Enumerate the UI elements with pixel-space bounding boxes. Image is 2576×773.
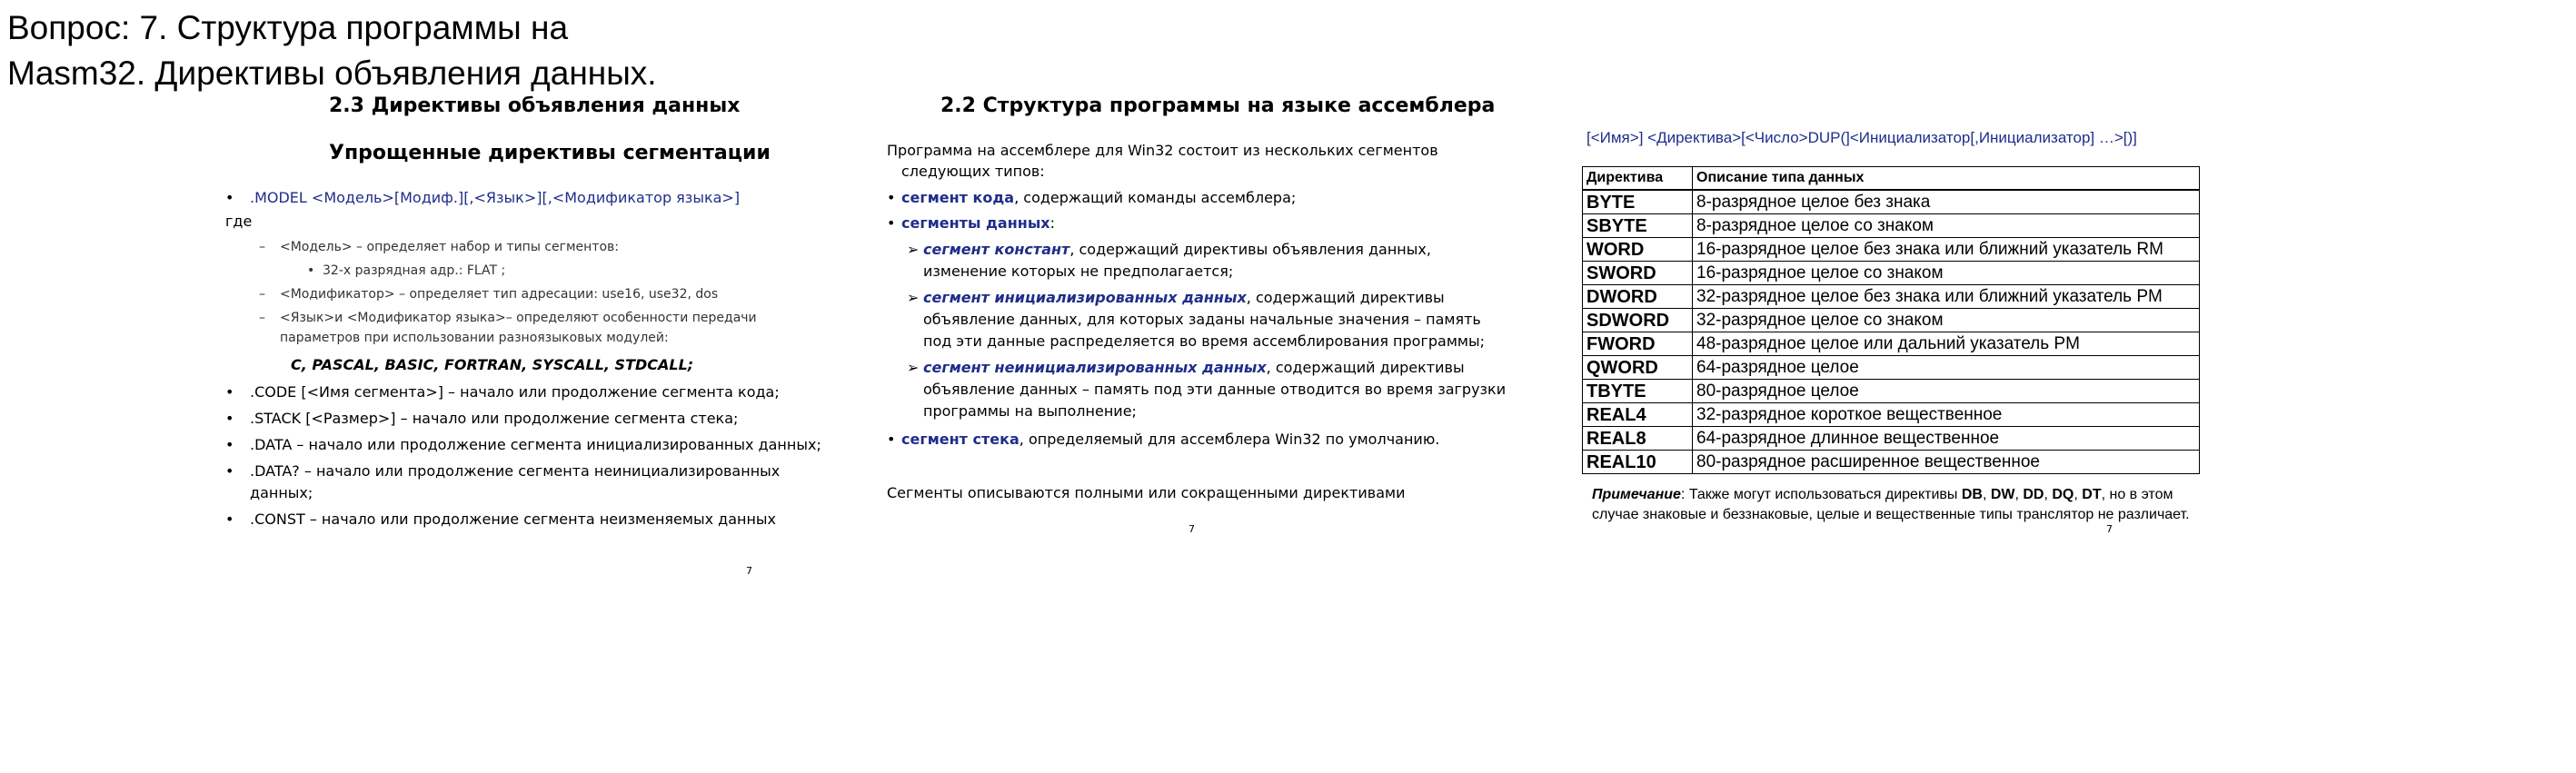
description-cell: 16-разрядное целое со знаком [1693, 262, 2200, 285]
data-segs-line [901, 214, 1055, 232]
lang-list: C, PASCAL, BASIC, FORTRAN, SYSCALL, STDCALL; [291, 356, 694, 373]
init-seg-rest-3: под эти данные распределяется во время ассемблирования программы; [923, 332, 1485, 350]
table-row [1583, 451, 2200, 474]
arrow-marker: ➢ [907, 359, 920, 376]
description-cell: 8-разрядное целое без знака [1693, 190, 2200, 214]
description-cell: 80-разрядное целое [1693, 380, 2200, 403]
code-seg-rest: , содержащий команды ассемблера; [1014, 189, 1297, 206]
column-header: Описание типа данных [1693, 167, 2200, 191]
note-text-1: : Также могут использоваться директивы [1680, 487, 1962, 502]
lang-desc-2: параметров при использовании разноязыковых модулей: [280, 331, 669, 345]
uninit-seg-rest-1: , содержащий директивы [1266, 359, 1465, 376]
data2-line-1: .DATA? – начало или продолжение сегмента неинициализированных [250, 462, 781, 480]
code-line: .CODE [<Имя сегмента>] – начало или продолжение сегмента кода; [250, 383, 780, 401]
table-row [1583, 262, 2200, 285]
modifier-desc: <Модификатор> – определяет тип адресации: use16, use32, dos [280, 287, 719, 302]
table-row [1583, 427, 2200, 451]
note-text-2: , но в этом случае знаковые и беззнаковые, целые и вещественные типы транслятор не различает. [1592, 487, 2190, 522]
const-line: .CONST – начало или продолжение сегмента неизменяемых данных [250, 510, 777, 528]
uninit-seg-line [923, 359, 1465, 376]
init-seg-term: сегмент инициализированных данных [923, 289, 1247, 306]
bullet-dot: • [887, 431, 896, 448]
directive-cell: REAL10 [1583, 451, 1693, 474]
directive-cell: BYTE [1583, 190, 1693, 214]
table-row [1583, 238, 2200, 262]
table-row [1583, 332, 2200, 356]
init-seg-line [923, 289, 1445, 306]
note-sep: , [2074, 487, 2083, 502]
bullet-dot: • [887, 214, 896, 232]
note-paragraph [1592, 485, 2219, 525]
arrow-marker: ➢ [907, 241, 920, 258]
const-seg-rest-1: , содержащий директивы объявления данных, [1069, 241, 1431, 258]
left-heading-1: 2.3 Директивы объявления данных [329, 94, 741, 117]
directive-cell: SWORD [1583, 262, 1693, 285]
note-dd: DD [2023, 487, 2044, 502]
page-title: Вопрос: 7. Структура программы на Masm32. Директивы объявления данных. [7, 9, 657, 92]
description-cell: 48-разрядное целое или дальний указатель PM [1693, 332, 2200, 356]
init-seg-rest-2: объявление данных, для которых заданы начальные значения – память [923, 311, 1481, 328]
model-line: .MODEL <Модель>[Модиф.][,<Язык>][,<Модификатор языка>] [250, 189, 741, 206]
page-number: 7 [2106, 523, 2113, 535]
arrow-marker: ➢ [907, 289, 920, 306]
middle-footer: Сегменты описываются полными или сокращенными директивами [887, 484, 1406, 501]
directive-cell: FWORD [1583, 332, 1693, 356]
sub-bullet: • [307, 263, 315, 278]
lang-desc-1: <Язык>и <Модификатор языка>– определяют особенности передачи [280, 311, 757, 325]
uninit-seg-rest-2: объявление данных – память под эти данные отводится во время загрузки [923, 381, 1507, 398]
data-types-table [1582, 166, 2200, 474]
stack-seg-line [901, 431, 1439, 448]
stack-seg-term: сегмент стека [901, 431, 1019, 448]
code-seg-line [901, 189, 1296, 206]
stack-line: .STACK [<Размер>] – начало или продолжение сегмента стека; [250, 410, 739, 427]
bullet-dot: • [225, 189, 234, 206]
directive-cell: TBYTE [1583, 380, 1693, 403]
note-sep: , [1982, 487, 1991, 502]
model-sub: 32-х разрядная адр.: FLAT ; [323, 263, 506, 278]
description-cell: 32-разрядное целое со знаком [1693, 309, 2200, 332]
where-label: где [225, 213, 253, 230]
table-row [1583, 214, 2200, 238]
directive-cell: DWORD [1583, 285, 1693, 309]
bullet-dot: • [225, 410, 234, 427]
uninit-seg-term: сегмент неинициализированных данных [923, 359, 1267, 376]
description-cell: 64-разрядное длинное вещественное [1693, 427, 2200, 451]
description-cell: 32-разрядное целое без знака или ближний указатель PM [1693, 285, 2200, 309]
dash-marker: – [259, 311, 265, 325]
note-label: Примечание [1592, 487, 1681, 502]
const-seg-term: сегмент констант [923, 241, 1070, 258]
data-line: .DATA – начало или продолжение сегмента инициализированных данных; [250, 436, 821, 453]
table-row [1583, 356, 2200, 380]
left-heading-2: Упрощенные директивы сегментации [329, 142, 771, 164]
description-cell: 16-разрядное целое без знака или ближний указатель RM [1693, 238, 2200, 262]
intro-line-2: следующих типов: [901, 163, 1045, 180]
note-dt: DT [2082, 487, 2102, 502]
const-seg-rest-2: изменение которых не предполагается; [923, 263, 1234, 280]
dash-marker: – [259, 287, 265, 302]
note-dw: DW [1990, 487, 2015, 502]
const-seg-line [923, 241, 1431, 258]
note-sep: , [2014, 487, 2024, 502]
model-desc: <Модель> – определяет набор и типы сегментов: [280, 240, 620, 254]
uninit-seg-rest-3: программы на выполнение; [923, 402, 1137, 420]
code-seg-term: сегмент кода [901, 189, 1015, 206]
note-sep: , [2044, 487, 2053, 502]
stack-seg-rest: , определяемый для ассемблера Win32 по умолчанию. [1019, 431, 1440, 448]
directive-cell: REAL4 [1583, 403, 1693, 427]
page-number: 7 [746, 565, 752, 577]
directive-cell: REAL8 [1583, 427, 1693, 451]
directive-cell: SBYTE [1583, 214, 1693, 238]
directive-cell: SDWORD [1583, 309, 1693, 332]
note-dq: DQ [2052, 487, 2074, 502]
intro-line-1: Программа на ассемблере для Win32 состоит из нескольких сегментов [887, 142, 1438, 159]
bullet-dot: • [225, 436, 234, 453]
table-header-row [1583, 167, 2200, 191]
table-row [1583, 403, 2200, 427]
table-row [1583, 309, 2200, 332]
description-cell: 8-разрядное целое со знаком [1693, 214, 2200, 238]
description-cell: 80-разрядное расширенное вещественное [1693, 451, 2200, 474]
note-db: DB [1961, 487, 1983, 502]
bullet-dot: • [225, 510, 234, 528]
page-number: 7 [1189, 523, 1195, 535]
directive-cell: WORD [1583, 238, 1693, 262]
middle-heading: 2.2 Структура программы на языке ассемблера [940, 94, 1496, 117]
data-segs-term: сегменты данных [901, 214, 1050, 232]
bullet-dot: • [225, 462, 234, 480]
description-cell: 64-разрядное целое [1693, 356, 2200, 380]
bullet-dot: • [225, 383, 234, 401]
data-segs-colon: : [1049, 214, 1055, 232]
table-row [1583, 190, 2200, 214]
table-row [1583, 380, 2200, 403]
data2-line-2: данных; [250, 484, 313, 501]
table-row [1583, 285, 2200, 309]
bullet-dot: • [887, 189, 896, 206]
init-seg-rest-1: , содержащий директивы [1246, 289, 1445, 306]
directive-syntax: [<Имя>] <Директива>[<Число>DUP(]<Инициализатор[,Инициализатор] …>[)] [1586, 129, 2137, 146]
description-cell: 32-разрядное короткое вещественное [1693, 403, 2200, 427]
directive-cell: QWORD [1583, 356, 1693, 380]
column-header: Директива [1583, 167, 1693, 191]
dash-marker: – [259, 240, 265, 254]
